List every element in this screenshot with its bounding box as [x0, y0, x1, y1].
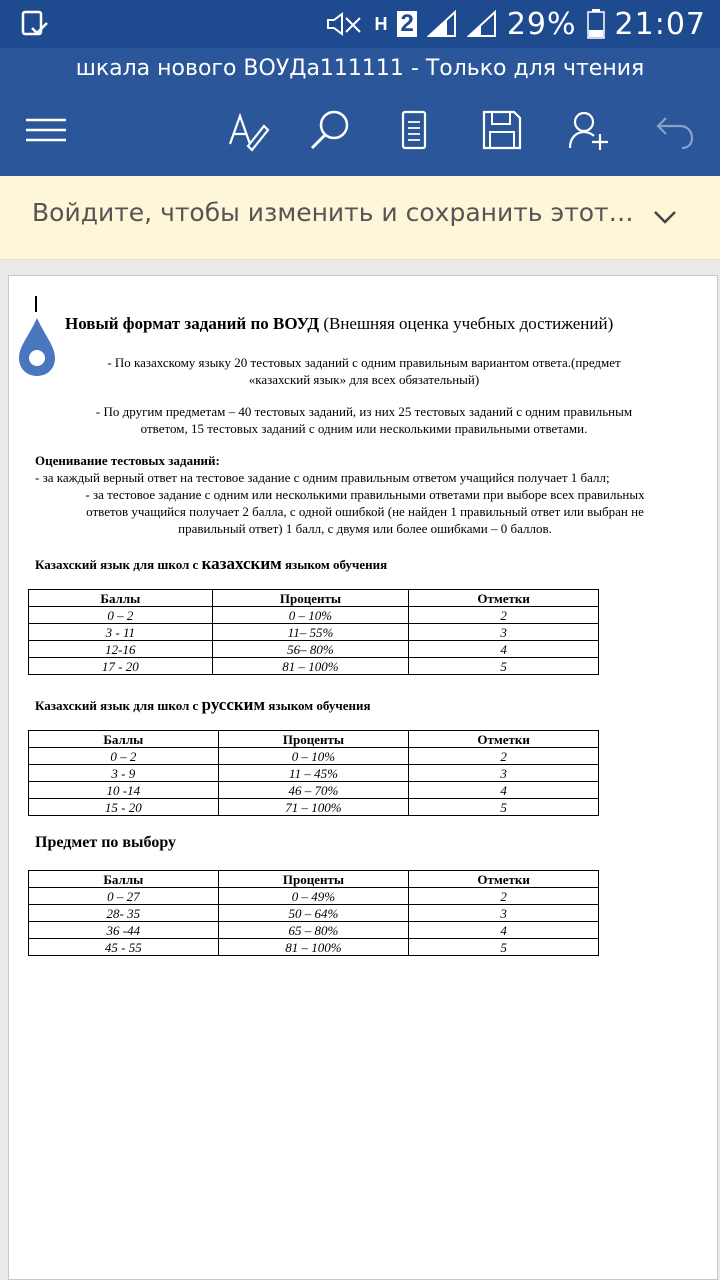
document-title: шкала нового ВОУДа111111 - Только для чтения	[75, 56, 645, 81]
column-header: Проценты	[212, 590, 409, 607]
table-cell: 11– 55%	[212, 624, 409, 641]
table-cell: 5	[409, 658, 599, 675]
save-icon	[480, 108, 524, 152]
column-header: Проценты	[218, 731, 409, 748]
table-row	[29, 658, 599, 675]
status-bar	[0, 0, 720, 48]
table-cell: 5	[409, 939, 599, 956]
heading-part: языком обучения	[265, 698, 371, 713]
menu-button[interactable]	[24, 108, 68, 152]
section-heading-russian-schools	[35, 695, 371, 715]
table-row	[29, 607, 599, 624]
share-icon	[566, 108, 610, 152]
table-cell: 3	[409, 624, 599, 641]
column-header: Отметки	[409, 871, 599, 888]
table-row	[29, 888, 599, 905]
notification-icon	[20, 10, 52, 38]
table-row	[29, 922, 599, 939]
app-bar	[0, 48, 720, 176]
table-row	[29, 765, 599, 782]
chevron-down-icon[interactable]	[650, 202, 680, 232]
menu-icon	[24, 108, 68, 152]
undo-icon	[652, 108, 696, 152]
table-cell: 4	[409, 782, 599, 799]
grade-table-kazakh-schools	[28, 589, 599, 675]
share-button[interactable]	[566, 108, 610, 152]
document-page[interactable]	[8, 275, 718, 1280]
column-header: Отметки	[409, 590, 599, 607]
table-row	[29, 748, 599, 765]
evaluation-line: правильный ответ) 1 балл, с двумя или более ошибками – 0 баллов.	[178, 521, 552, 536]
table-cell: 46 – 70%	[218, 782, 409, 799]
h-data-icon: H	[374, 14, 388, 34]
table-cell: 0 – 10%	[212, 607, 409, 624]
search-button[interactable]	[308, 108, 352, 152]
table-cell: 2	[409, 607, 599, 624]
table-row	[29, 939, 599, 956]
section-heading-kazakh-schools	[35, 554, 387, 574]
table-row	[29, 641, 599, 658]
paragraph-kazakh	[39, 354, 689, 388]
evaluation-line: ответов учащийся получает 2 балла, с одной ошибкой (не найден 1 правильный ответ или выбран не	[86, 504, 644, 519]
table-cell: 71 – 100%	[218, 799, 409, 816]
paragraph-line: - По другим предметам – 40 тестовых заданий, из них 25 тестовых заданий с одним правильным	[95, 404, 633, 419]
table-cell: 5	[409, 799, 599, 816]
column-header: Проценты	[218, 871, 409, 888]
grade-table-russian-schools	[28, 730, 599, 816]
table-cell: 45 - 55	[29, 939, 219, 956]
table-cell: 65 – 80%	[218, 922, 409, 939]
sign-in-banner[interactable]	[0, 176, 720, 260]
table-header-row	[29, 871, 599, 888]
table-cell: 15 - 20	[29, 799, 219, 816]
paragraph-other-subjects	[39, 403, 689, 437]
reading-view-icon	[392, 108, 436, 152]
table-row	[29, 799, 599, 816]
table-header-row	[29, 731, 599, 748]
battery-percent: 29%	[506, 6, 577, 42]
table-row	[29, 905, 599, 922]
signal-2-icon	[467, 10, 497, 38]
table-cell: 4	[409, 922, 599, 939]
sim2-icon: 2	[397, 11, 416, 37]
table-cell: 10 -14	[29, 782, 219, 799]
heading-part-big: русским	[201, 695, 266, 714]
heading-part: языком обучения	[281, 557, 388, 572]
table-cell: 2	[409, 748, 599, 765]
edit-icon	[226, 108, 270, 152]
paragraph-line: «казахский язык» для всех обязательный)	[248, 372, 480, 387]
heading-part-big: казахским	[201, 554, 282, 573]
table-cell: 50 – 64%	[218, 905, 409, 922]
section-heading-elective: Предмет по выбору	[35, 834, 177, 851]
undo-button[interactable]	[652, 108, 696, 152]
table-row	[29, 782, 599, 799]
table-cell: 56– 80%	[212, 641, 409, 658]
table-cell: 2	[409, 888, 599, 905]
table-cell: 36 -44	[29, 922, 219, 939]
battery-icon	[587, 9, 605, 39]
heading-part: Казахский язык для школ с	[35, 698, 202, 713]
column-header: Отметки	[409, 731, 599, 748]
table-cell: 4	[409, 641, 599, 658]
table-cell: 28- 35	[29, 905, 219, 922]
table-cell: 17 - 20	[29, 658, 213, 675]
table-cell: 0 – 10%	[218, 748, 409, 765]
table-cell: 0 – 49%	[218, 888, 409, 905]
text-cursor	[35, 296, 37, 312]
evaluation-line: - за тестовое задание с одним или несколькими правильными ответами при выборе всех правильных	[85, 487, 645, 502]
column-header: Баллы	[29, 731, 219, 748]
table-cell: 81 – 100%	[218, 939, 409, 956]
doc-heading-bold: Новый формат заданий по ВОУД	[65, 314, 320, 333]
table-cell: 0 – 27	[29, 888, 219, 905]
mute-icon	[324, 10, 364, 38]
reading-view-button[interactable]	[392, 108, 436, 152]
save-button[interactable]	[480, 108, 524, 152]
table-cell: 3 - 11	[29, 624, 213, 641]
table-cell: 81 – 100%	[212, 658, 409, 675]
table-cell: 0 – 2	[29, 748, 219, 765]
table-cell: 3 - 9	[29, 765, 219, 782]
table-row	[29, 624, 599, 641]
grade-table-elective	[28, 870, 599, 956]
evaluation-block	[35, 452, 695, 537]
doc-heading	[65, 314, 613, 334]
doc-heading-rest: (Внешняя оценка учебных достижений)	[319, 314, 614, 333]
table-cell: 11 – 45%	[218, 765, 409, 782]
paragraph-line: ответом, 15 тестовых заданий с одним или несколькими правильными ответами.	[140, 421, 588, 436]
table-cell: 12-16	[29, 641, 213, 658]
table-cell: 0 – 2	[29, 607, 213, 624]
heading-part: Казахский язык для школ с	[35, 557, 202, 572]
search-icon	[308, 108, 352, 152]
paragraph-line: - По казахскому языку 20 тестовых заданий с одним правильным вариантом ответа.(предмет	[107, 355, 621, 370]
table-header-row	[29, 590, 599, 607]
evaluation-heading: Оценивание тестовых заданий:	[35, 453, 220, 468]
column-header: Баллы	[29, 871, 219, 888]
evaluation-line: - за каждый верный ответ на тестовое задание с одним правильным ответом учащийся получает 1 балл;	[35, 470, 610, 485]
table-cell: 3	[409, 765, 599, 782]
table-cell: 3	[409, 905, 599, 922]
signal-icon	[427, 10, 457, 38]
column-header: Баллы	[29, 590, 213, 607]
clock: 21:07	[614, 6, 706, 42]
edit-button[interactable]	[226, 108, 270, 152]
sign-in-message: Войдите, чтобы изменить и сохранить этот…	[32, 198, 634, 227]
